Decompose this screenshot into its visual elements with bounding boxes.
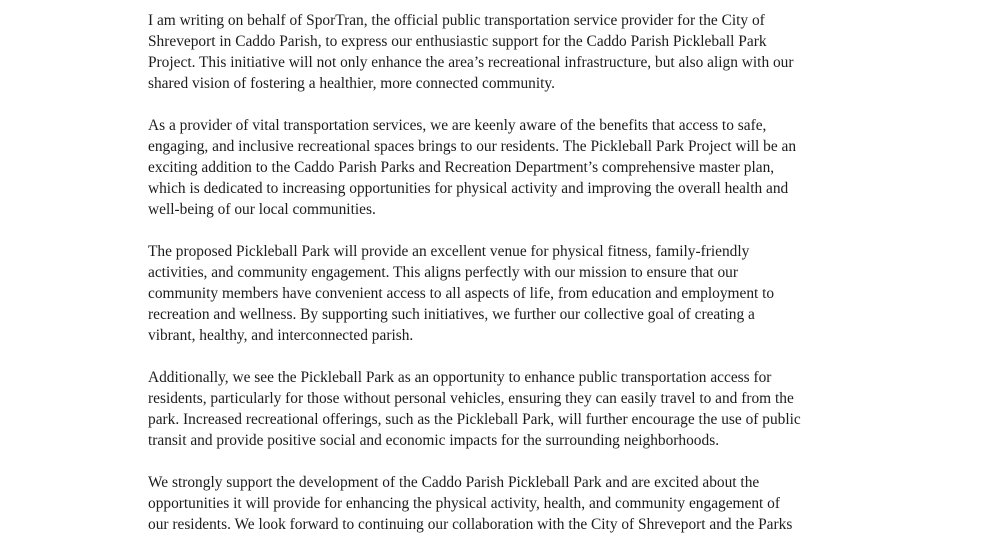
paragraph-proposed-park [148, 241, 848, 346]
text-line: Additionally, we see the Pickleball Park as an opportunity to enhance public transportation access for [148, 369, 772, 386]
text-line: I am writing on behalf of SporTran, the official public transportation service provider for the City of [148, 12, 765, 29]
text-line: which is dedicated to increasing opportunities for physical activity and improving the overall health and [148, 180, 789, 197]
text-line: recreation and wellness. By supporting such initiatives, we further our collective goal of creating a [148, 306, 755, 323]
text-line: activities, and community engagement. This aligns perfectly with our mission to ensure that our [148, 264, 738, 281]
text-line: residents, particularly for those without personal vehicles, ensuring they can easily travel to and from the [148, 390, 794, 407]
paragraph-transportation-benefits [148, 115, 848, 220]
text-line: our residents. We look forward to continuing our collaboration with the City of Shreveport and the Parks [148, 516, 793, 533]
text-line: opportunities it will provide for enhancing the physical activity, health, and community engagement of [148, 495, 780, 512]
text-line: We strongly support the development of the Caddo Parish Pickleball Park and are excited about the [148, 474, 760, 491]
text-line: transit and provide positive social and economic impacts for the surrounding neighborhoods. [148, 432, 720, 449]
text-line: vibrant, healthy, and interconnected parish. [148, 327, 414, 344]
paragraph-support-closing [148, 472, 848, 535]
text-line: well-being of our local communities. [148, 201, 376, 218]
text-line: The proposed Pickleball Park will provide an excellent venue for physical fitness, family-friendly [148, 243, 750, 260]
text-line: Project. This initiative will not only enhance the area’s recreational infrastructure, but also align with our [148, 54, 794, 71]
letter-body [148, 10, 848, 556]
text-line: community members have convenient access to all aspects of life, from education and employment to [148, 285, 775, 302]
paragraph-transit-access [148, 367, 848, 451]
text-line: As a provider of vital transportation services, we are keenly aware of the benefits that access to safe, [148, 117, 767, 134]
paragraph-intro [148, 10, 848, 94]
text-line: exciting addition to the Caddo Parish Parks and Recreation Department’s comprehensive master plan, [148, 159, 775, 176]
text-line: engaging, and inclusive recreational spaces brings to our residents. The Pickleball Park Project will be an [148, 138, 797, 155]
text-line: Shreveport in Caddo Parish, to express our enthusiastic support for the Caddo Parish Pickleball Park [148, 33, 767, 50]
text-line: park. Increased recreational offerings, such as the Pickleball Park, will further encourage the use of public [148, 411, 801, 428]
text-line: shared vision of fostering a healthier, more connected community. [148, 75, 555, 92]
